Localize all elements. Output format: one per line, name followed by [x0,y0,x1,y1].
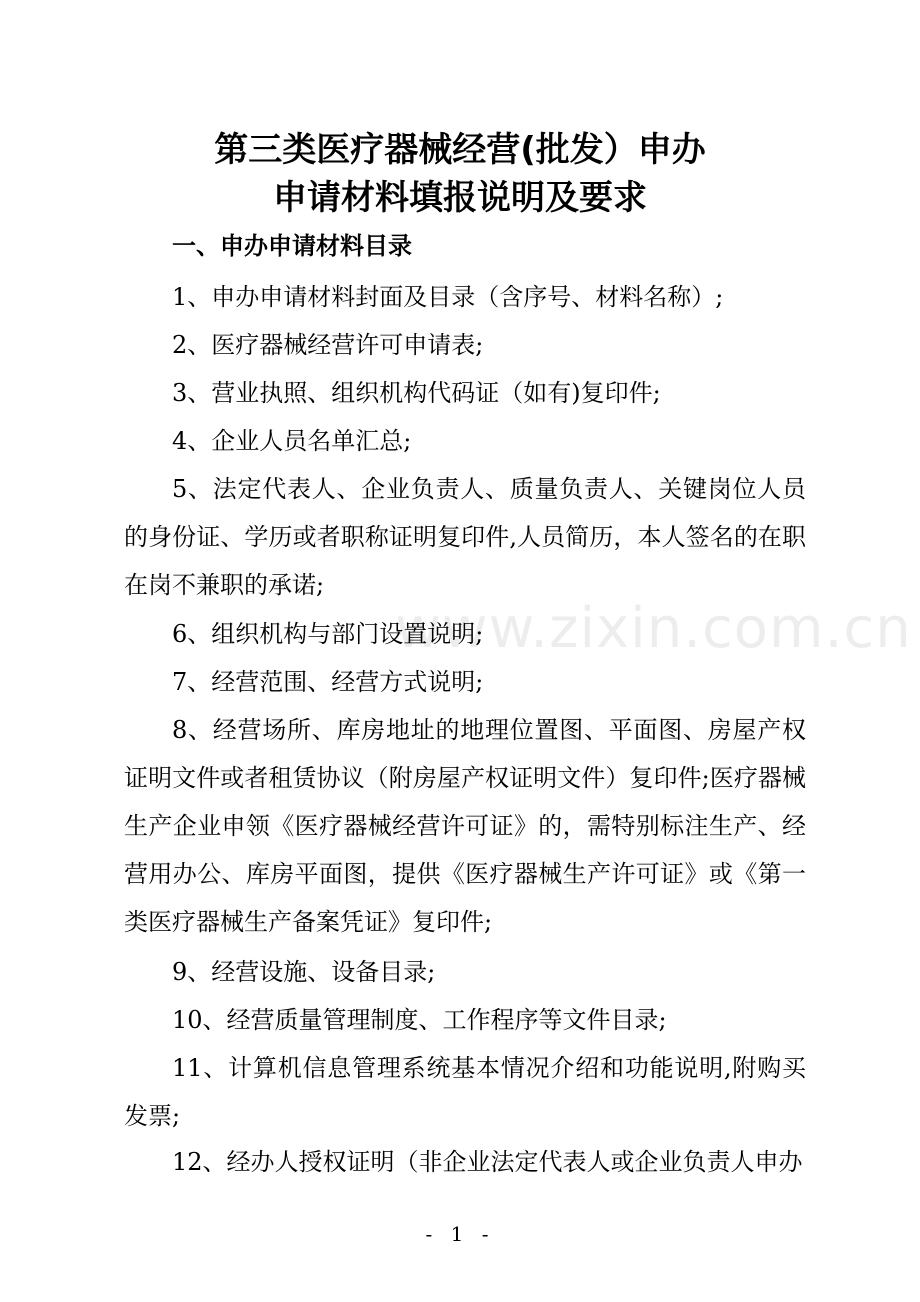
list-item-11: 11、计算机信息管理系统基本情况介绍和功能说明,附购买发票; [124,1054,806,1130]
page-number: - 1 - [425,1222,495,1246]
list-item-3: 3、营业执照、组织机构代码证（如有)复印件; [172,379,661,407]
list-item-1: 1、申办申请材料封面及目录（含序号、材料名称）; [172,283,724,311]
section-heading: 一、申办申请材料目录 [172,232,412,260]
list-item-8: 8、经营场所、库房地址的地理位置图、平面图、房屋产权证明文件或者租赁协议（附房屋产权证明文件）复印件;医疗器械生产企业申领《医疗器械经营许可证》的，需特别标注生产、经营用办公、库房平面图，提供《医疗器械生产许可证》或《第一类医疗器械生产备案凭证》复印件; [124,716,806,936]
list-item-7: 7、经营范围、经营方式说明; [172,668,484,696]
list-item-4: 4、企业人员名单汇总; [172,427,412,455]
document-title-line-2: 申请材料填报说明及要求 [273,178,647,218]
list-item-2: 2、医疗器械经营许可申请表; [172,331,484,359]
list-item-6: 6、组织机构与部门设置说明; [172,620,484,648]
watermark: www.zixin.com.cn [395,596,912,661]
list-item-12: 12、经办人授权证明（非企业法定代表人或企业负责人申办 [172,1148,803,1176]
list-item-10: 10、经营质量管理制度、工作程序等文件目录; [172,1006,667,1034]
list-item-5: 5、法定代表人、企业负责人、质量负责人、关键岗位人员的身份证、学历或者职称证明复印件,人员简历，本人签名的在职在岗不兼职的承诺; [124,475,806,599]
list-item-9: 9、经营设施、设备目录; [172,958,436,986]
document-title-line-1: 第三类医疗器械经营(批发）申办 [214,130,706,170]
